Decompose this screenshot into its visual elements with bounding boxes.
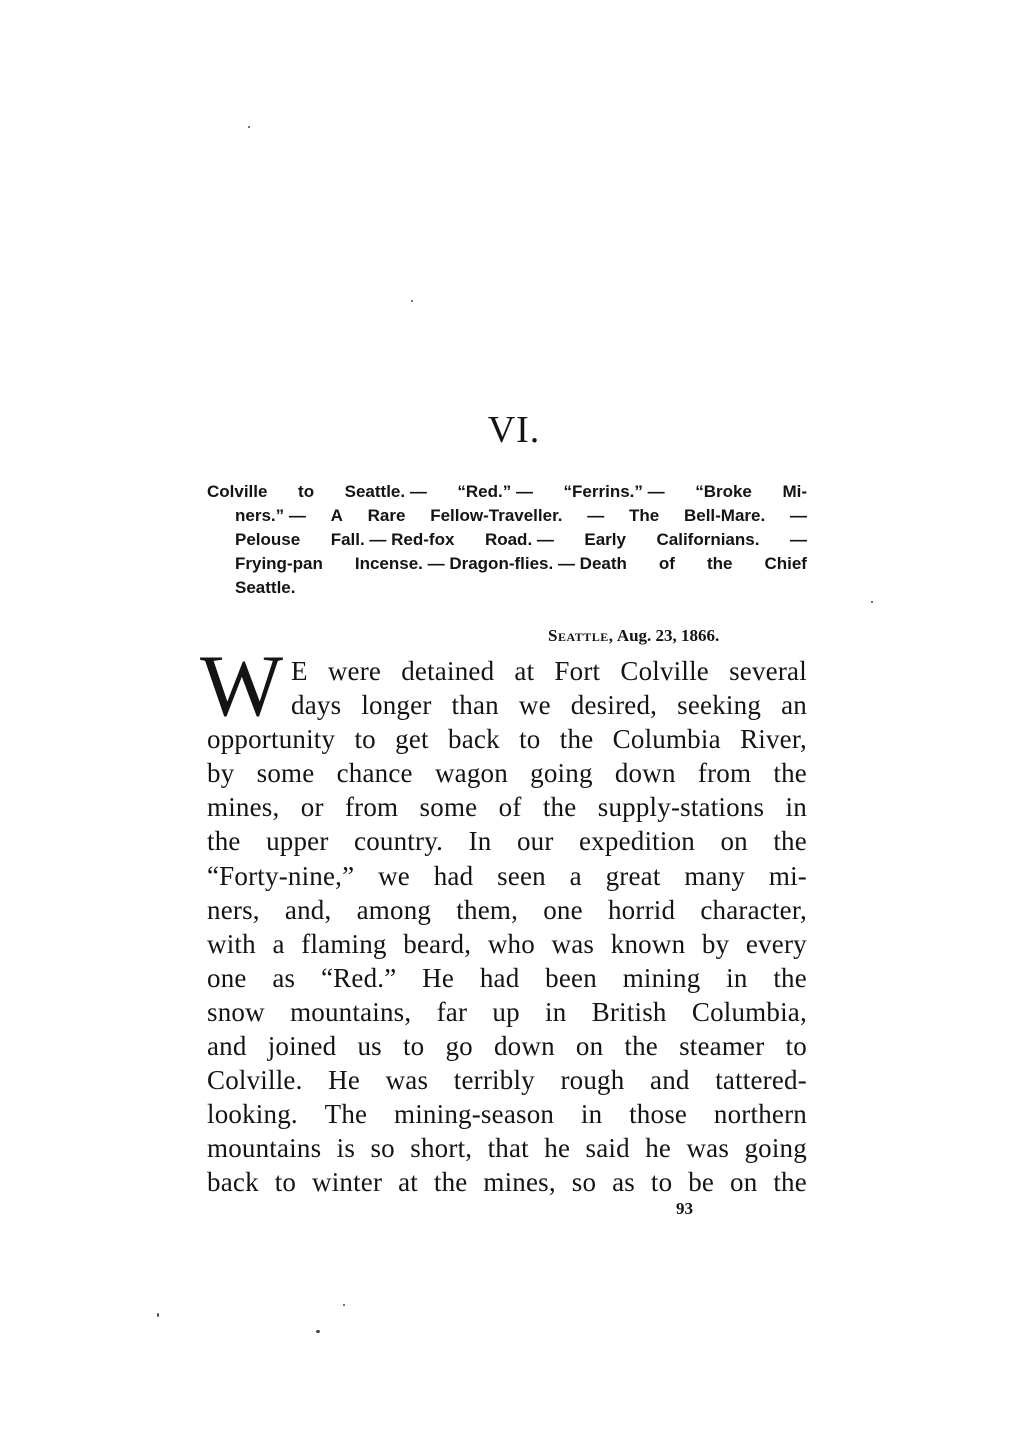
synopsis-line: [207, 528, 807, 552]
scan-speck: [157, 1313, 159, 1317]
body-word: several: [729, 656, 807, 686]
body-word: been: [545, 962, 597, 993]
body-word: in: [545, 996, 567, 1027]
body-word: was: [385, 1065, 429, 1096]
body-word: those: [629, 1099, 688, 1130]
body-line: [207, 1131, 807, 1165]
body-word: to: [519, 724, 541, 755]
synopsis-line: [207, 576, 807, 600]
body-line: [207, 995, 807, 1029]
synopsis-word: to: [298, 482, 315, 501]
body-word: He: [422, 962, 455, 993]
body-word: on: [575, 1031, 604, 1062]
body-line: [207, 1063, 807, 1097]
body-word: than: [451, 690, 499, 721]
body-word: Columbia: [612, 724, 721, 755]
body-word: River,: [740, 724, 807, 755]
body-word: or: [300, 792, 324, 823]
body-word: to: [274, 1167, 297, 1198]
synopsis-word: —: [587, 506, 605, 525]
body-word: in: [580, 1099, 603, 1130]
body-word: many: [684, 860, 746, 891]
body-word: of: [498, 792, 522, 823]
body-word: the: [773, 1167, 807, 1198]
body-word: supply-stations: [597, 792, 765, 823]
body-line: [207, 961, 807, 995]
body-word: and,: [284, 894, 332, 925]
body-word: one: [207, 962, 247, 993]
dateline-date: Aug. 23, 1866.: [616, 626, 720, 645]
body-word: Columbia,: [691, 996, 807, 1027]
body-word: had: [479, 962, 520, 993]
body-word: the: [207, 826, 241, 857]
body-word: to: [354, 724, 376, 755]
body-line: [207, 790, 807, 824]
body-word: a: [272, 928, 285, 959]
body-word: snow: [207, 996, 265, 1027]
body-word: he: [544, 1133, 571, 1164]
synopsis-word: “Broke: [695, 482, 752, 501]
body-line: [207, 859, 807, 893]
body-word: with: [207, 928, 256, 959]
body-word: who: [487, 928, 535, 959]
body-word: expedition: [579, 826, 695, 857]
body-word: go: [445, 1031, 473, 1062]
dateline: [548, 624, 719, 648]
body-word: days: [291, 690, 342, 721]
body-word: seeking: [677, 690, 762, 721]
synopsis-word: of: [658, 554, 675, 573]
body-word: one: [543, 894, 583, 925]
body-word: the: [773, 826, 807, 857]
body-word: as: [612, 1167, 635, 1198]
synopsis-word: Frying-pan: [235, 554, 323, 573]
scan-speck: [871, 601, 873, 603]
body-word: great: [605, 860, 661, 891]
body-line: [207, 1097, 807, 1131]
body-word: the: [624, 1031, 658, 1062]
body-word: from: [697, 758, 752, 789]
body-word: the: [773, 962, 807, 993]
body-word: back: [207, 1167, 259, 1198]
body-word: some: [419, 792, 478, 823]
drop-cap: W: [200, 638, 284, 735]
body-word: us: [357, 1031, 382, 1062]
body-word: we: [378, 860, 410, 891]
synopsis-word: Seattle. —: [344, 482, 427, 501]
body-word: winter: [312, 1167, 383, 1198]
body-word: far: [436, 996, 468, 1027]
body-word: we: [518, 690, 551, 721]
body-word: as: [272, 962, 296, 993]
body-word: the: [773, 758, 807, 789]
body-word: from: [344, 792, 399, 823]
synopsis-line: [207, 504, 807, 528]
synopsis-word: A: [330, 506, 343, 525]
body-word: mountains,: [290, 996, 412, 1027]
body-word: among: [356, 894, 432, 925]
body-word: seen: [497, 860, 546, 891]
synopsis-word: —: [789, 530, 807, 549]
synopsis-word: Bell-Mare.: [683, 506, 766, 525]
body-word: mountains: [207, 1133, 322, 1164]
body-word: northern: [713, 1099, 807, 1130]
body-word: upper: [266, 826, 329, 857]
body-line: [207, 722, 807, 756]
body-word: wagon: [434, 758, 508, 789]
body-word: back: [448, 724, 500, 755]
body-word: so: [571, 1167, 597, 1198]
synopsis-word: Fall. — Red-fox: [330, 530, 455, 549]
synopsis-word: ners.” —: [235, 506, 306, 525]
synopsis-word: Mi-: [782, 482, 807, 501]
body-word: British: [591, 996, 667, 1027]
body-word: terribly: [453, 1065, 535, 1096]
synopsis-word: “Ferrins.” —: [563, 482, 665, 501]
body-word: steamer: [679, 1031, 765, 1062]
body-word: desired,: [570, 690, 658, 721]
body-word: longer: [361, 690, 432, 721]
synopsis-word: Incense. — Dragon-flies. — Death: [354, 554, 627, 573]
body-word: In: [468, 826, 492, 857]
body-word: opportunity: [207, 724, 336, 755]
body-line: [207, 756, 807, 790]
body-word: he: [645, 1133, 672, 1164]
body-word: The: [324, 1099, 368, 1130]
body-word: tattered-: [715, 1065, 807, 1096]
body-word: short,: [410, 1133, 473, 1164]
body-word: Fort: [554, 656, 601, 686]
body-word: the: [433, 1167, 468, 1198]
body-line: [207, 893, 807, 927]
synopsis-word: Chief: [764, 554, 807, 573]
synopsis-word: “Red.” —: [457, 482, 533, 501]
body-word: joined: [267, 1031, 337, 1062]
body-word: some: [256, 758, 315, 789]
synopsis-word: Californians.: [656, 530, 760, 549]
body-word: character,: [700, 894, 807, 925]
body-word: Colville: [620, 656, 709, 686]
body-word: and: [650, 1065, 690, 1096]
body-word: beard,: [403, 928, 472, 959]
body-word: at: [398, 1167, 418, 1198]
synopsis-word: —: [789, 506, 807, 525]
body-word: going: [744, 1133, 807, 1164]
synopsis-word: Seattle.: [235, 578, 296, 597]
body-line: [207, 824, 807, 858]
body-word: that: [487, 1133, 529, 1164]
body-word: chance: [336, 758, 413, 789]
synopsis-word: The: [628, 506, 660, 525]
body-word: known: [610, 928, 686, 959]
body-word: so: [370, 1133, 395, 1164]
scan-speck: [411, 300, 413, 302]
body-word: mi-: [768, 860, 807, 891]
body-word: by: [207, 758, 235, 789]
body-word: looking.: [207, 1099, 298, 1130]
body-word: was: [686, 1133, 730, 1164]
body-word: “Forty-nine,”: [207, 860, 355, 891]
dateline-place: Seattle,: [548, 626, 614, 645]
body-word: in: [726, 962, 748, 993]
body-line: [207, 688, 807, 722]
body-line: [207, 1165, 807, 1199]
body-word: rough: [560, 1065, 625, 1096]
body-text: [207, 654, 807, 1200]
body-word: said: [585, 1133, 630, 1164]
body-word: by: [701, 928, 730, 959]
synopsis-word: Early: [584, 530, 626, 549]
body-word: mining-season: [394, 1099, 555, 1130]
body-word: and: [207, 1031, 247, 1062]
body-word: an: [781, 690, 807, 721]
synopsis-word: Colville: [207, 482, 268, 501]
body-word: ners,: [207, 894, 260, 925]
synopsis-word: Road. —: [484, 530, 554, 549]
body-word: mines,: [483, 1167, 556, 1198]
body-word: E: [291, 656, 308, 686]
body-line: [207, 654, 807, 688]
synopsis-line: [207, 552, 807, 576]
body-word: at: [514, 656, 535, 686]
body-line: [207, 927, 807, 961]
body-word: down: [493, 1031, 555, 1062]
body-line: [207, 1029, 807, 1063]
synopsis-word: Rare: [367, 506, 406, 525]
body-word: had: [433, 860, 474, 891]
page-number: 93: [676, 1199, 693, 1218]
body-word: were: [327, 656, 382, 686]
body-word: on: [730, 1167, 758, 1198]
body-word: them,: [456, 894, 519, 925]
body-word: detained: [401, 656, 495, 686]
body-word: He: [328, 1065, 361, 1096]
body-word: to: [650, 1167, 673, 1198]
body-word: every: [745, 928, 807, 959]
body-word: a: [569, 860, 582, 891]
body-word: up: [492, 996, 520, 1027]
body-word: Colville.: [207, 1065, 303, 1096]
body-word: to: [785, 1031, 807, 1062]
scan-speck: [316, 1330, 320, 1333]
body-word: going: [530, 758, 593, 789]
chapter-number: VI.: [487, 409, 541, 451]
scan-speck: [248, 126, 250, 128]
chapter-synopsis: [207, 480, 807, 600]
synopsis-word: Fellow-Traveller.: [430, 506, 563, 525]
body-word: our: [516, 826, 554, 857]
body-word: flaming: [301, 928, 387, 959]
body-word: mining: [622, 962, 701, 993]
body-word: the: [559, 724, 594, 755]
synopsis-word: the: [706, 554, 733, 573]
body-word: to: [402, 1031, 425, 1062]
synopsis-line: [207, 480, 807, 504]
body-word: on: [720, 826, 748, 857]
body-word: was: [551, 928, 595, 959]
body-word: be: [688, 1167, 715, 1198]
synopsis-word: Pelouse: [235, 530, 301, 549]
body-word: get: [395, 724, 429, 755]
body-word: in: [785, 792, 807, 823]
body-word: mines,: [207, 792, 280, 823]
body-word: horrid: [607, 894, 676, 925]
body-word: down: [614, 758, 676, 789]
body-word: country.: [354, 826, 444, 857]
body-word: is: [336, 1133, 356, 1164]
body-word: “Red.”: [321, 962, 397, 993]
scan-speck: [343, 1304, 345, 1306]
body-word: the: [542, 792, 577, 823]
